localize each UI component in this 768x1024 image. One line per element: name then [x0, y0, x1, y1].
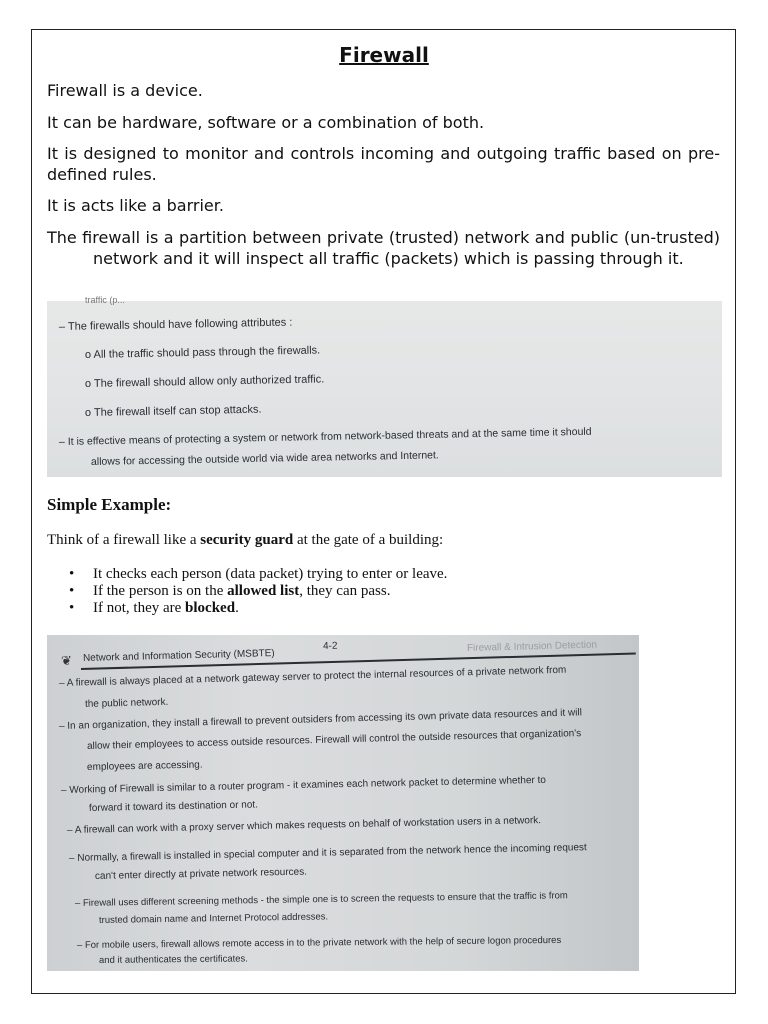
photo-line: – Normally, a firewall is installed in special computer and it is separated from the network hence the incoming request [68, 842, 587, 864]
photo-line: o All the traffic should pass through the firewalls. [84, 344, 321, 361]
photo-line: the public network. [84, 696, 169, 710]
photo-line: – Working of Firewall is similar to a router program - it examines each network packet to determine whether to [60, 774, 547, 796]
photo-line: allows for accessing the outside world via wide area networks and Internet. [90, 449, 439, 468]
textbook-excerpt-photo-1 [47, 295, 722, 477]
paragraph-monitor-traffic: It is designed to monitor and controls incoming and outgoing traffic based on pre-defined rules. [47, 144, 720, 184]
photo-line: employees are accessing. [86, 759, 203, 773]
photo-line: and it authenticates the certificates. [98, 953, 248, 966]
photo-line: trusted domain name and Internet Protocol addresses. [98, 911, 329, 926]
photo-line: forward it toward its destination or not. [88, 799, 259, 814]
photo-line: – The firewalls should have following attributes : [58, 316, 293, 333]
photo-line: – A firewall can work with a proxy server which makes requests on behalf of workstation users in a network. [66, 815, 542, 836]
book-header-chapter: Firewall & Intrusion Detection [466, 639, 598, 654]
paragraph-partition: The firewall is a partition between private (trusted) network and public (un-trusted) network and it will inspect all traffic (packets) which is passing through it. [47, 228, 720, 268]
msbte-logo-icon: ❦ [61, 653, 72, 668]
textbook-excerpt-photo-2 [47, 635, 639, 971]
bullet-dot: • [69, 566, 75, 582]
page-title: Firewall [339, 43, 429, 67]
paragraph-hardware-software: It can be hardware, software or a combination of both. [47, 113, 485, 132]
list-item: • It checks each person (data packet) trying to enter or leave. [69, 566, 448, 582]
photo-line: – For mobile users, firewall allows remote access in to the private network with the help of secure logon procedures [76, 934, 562, 951]
photo-line: can't enter directly at private network resources. [94, 866, 308, 882]
photo-line: – A firewall is always placed at a network gateway server to protect the internal resources of a private network from [58, 664, 567, 689]
photo-line: allow their employees to access outside resources. Firewall will control the outside resources that organization's [86, 728, 582, 752]
example-intro: Think of a firewall like a security guard at the gate of a building: [47, 532, 444, 548]
photo-line: o The firewall itself can stop attacks. [84, 403, 262, 419]
photo-line: – It is effective means of protecting a system or network from network-based threats and at the same time it should [58, 425, 592, 448]
paragraph-device: Firewall is a device. [47, 81, 203, 100]
photo-line: – Firewall uses different screening methods - the simple one is to screen the requests to ensure that the traffic is from [74, 890, 568, 909]
book-page-number: 4-2 [322, 640, 338, 652]
bullet-dot: • [69, 583, 75, 599]
example-bullet-list [47, 566, 447, 617]
photo-fragment-text: traffic (p... [85, 295, 125, 305]
bullet-dot: • [69, 600, 75, 616]
paragraph-barrier: It is acts like a barrier. [47, 196, 224, 215]
section-heading: Simple Example: [47, 495, 172, 514]
book-header-title: Network and Information Security (MSBTE) [82, 647, 275, 664]
photo-line: – In an organization, they install a firewall to prevent outsiders from accessing its own private data resources and it will [58, 707, 583, 732]
list-item: • If the person is on the allowed list, they can pass. [69, 583, 391, 599]
photo-line: o The firewall should allow only authorized traffic. [84, 373, 325, 390]
list-item: • If not, they are blocked. [69, 600, 239, 616]
